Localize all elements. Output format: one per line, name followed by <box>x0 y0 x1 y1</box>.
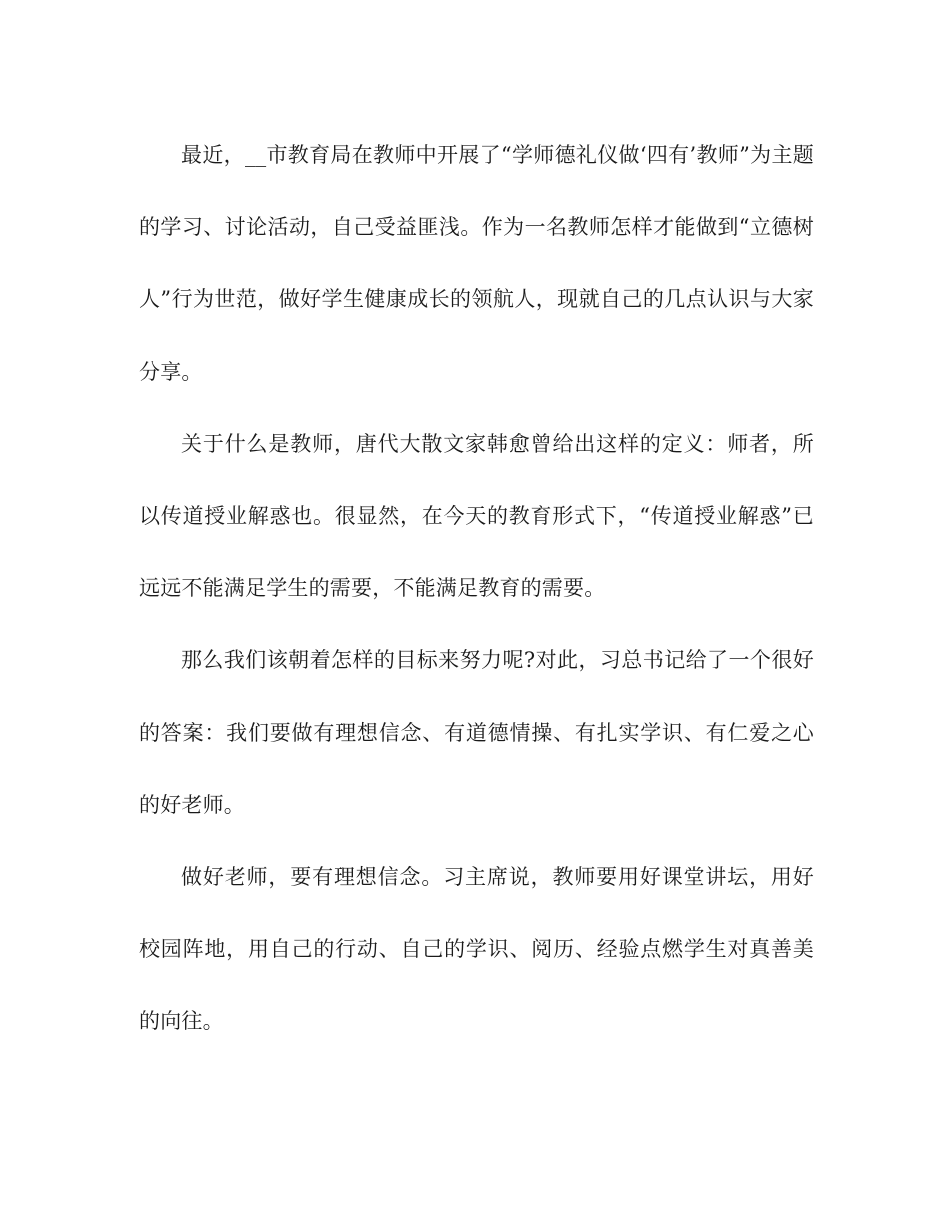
paragraph-1: 最近，__市教育局在教师中开展了“学师德礼仪做‘四有’教师”为主题的学习、讨论活动，自己受益匪浅。作为一名教师怎样才能做到“立德树人”行为世范，做好学生健康成长的领航人，现就自己的几点认识与大家分享。 <box>139 143 814 384</box>
paragraph-4: 做好老师，要有理想信念。习主席说，教师要用好课堂讲坛，用好校园阵地，用自己的行动、自己的学识、阅历、经验点燃学生对真善美的向往。 <box>139 865 814 1034</box>
paragraph-2: 关于什么是教师，唐代大散文家韩愈曾给出这样的定义：师者，所以传道授业解惑也。很显然，在今天的教育形式下，“传道授业解惑”已远远不能满足学生的需要，不能满足教育的需要。 <box>139 431 814 601</box>
document-body <box>139 119 814 1058</box>
paragraph-3: 那么我们该朝着怎样的目标来努力呢?对此，习总书记给了一个很好的答案：我们要做有理想信念、有道德情操、有扎实学识、有仁爱之心的好老师。 <box>139 648 814 817</box>
